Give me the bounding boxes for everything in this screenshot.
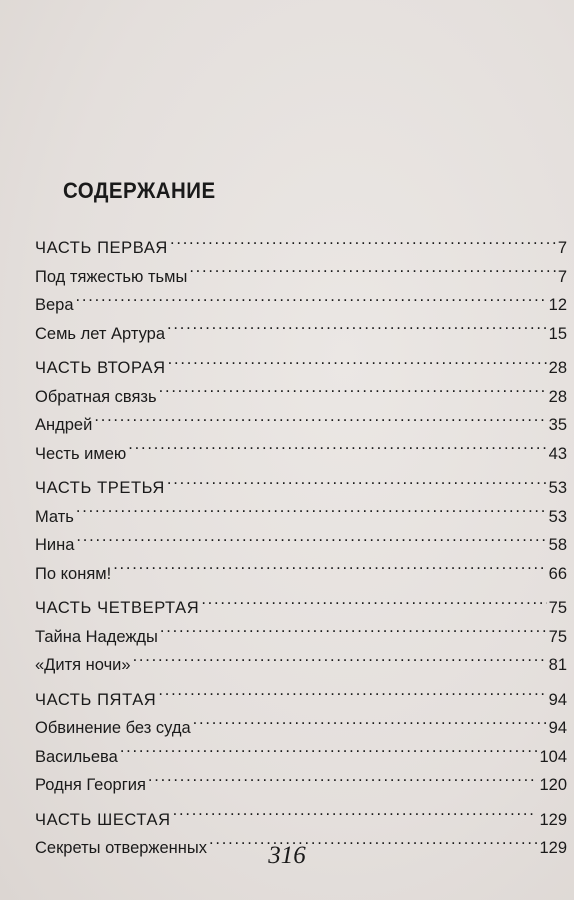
chapter-title: Нина [35, 536, 75, 554]
chapter-title: Андрей [35, 416, 93, 434]
toc-part-entry [35, 806, 567, 835]
dot-leader [167, 322, 547, 339]
toc-chapter-entry [35, 743, 567, 772]
chapter-title: Вера [35, 296, 74, 314]
chapter-title: Родня Георгия [35, 776, 146, 794]
chapter-title: Секреты отверженных [35, 839, 207, 857]
toc-chapter-entry [35, 503, 567, 532]
dot-leader [128, 442, 546, 459]
dot-leader [76, 505, 547, 522]
toc-chapter-entry [35, 771, 567, 800]
part-title: ЧАСТЬ ПЕРВАЯ [35, 239, 168, 257]
part-title: ЧАСТЬ ШЕСТАЯ [35, 810, 171, 829]
part-title: ЧАСТЬ ЧЕТВЕРТАЯ [35, 599, 200, 617]
chapter-title: Честь имею [35, 444, 127, 463]
entry-page-number: 12 [548, 296, 567, 314]
table-of-contents [35, 234, 567, 869]
dot-leader [133, 654, 547, 671]
chapter-title: По коням! [35, 564, 112, 583]
dot-leader [189, 265, 556, 282]
chapter-title: Васильева [35, 747, 118, 766]
dot-leader [76, 534, 546, 551]
chapter-title: Под тяжестью тьмы [35, 267, 188, 286]
toc-part-entry [35, 474, 567, 503]
toc-section [35, 474, 567, 588]
dot-leader [160, 625, 547, 642]
chapter-title: Обратная связь [35, 387, 157, 406]
part-title: ЧАСТЬ ПЯТАЯ [35, 690, 157, 709]
chapter-title: «Дитя ночи» [35, 656, 131, 674]
entry-page-number: 75 [548, 627, 567, 646]
entry-page-number: 7 [557, 267, 567, 286]
dot-leader [167, 477, 547, 494]
part-title: ЧАСТЬ ТРЕТЬЯ [35, 479, 165, 497]
toc-chapter-entry [35, 440, 567, 469]
chapter-title: Тайна Надежды [35, 627, 158, 646]
toc-chapter-entry [35, 531, 567, 560]
entry-page-number: 15 [548, 324, 567, 343]
toc-chapter-entry [35, 411, 567, 440]
toc-heading: СОДЕРЖАНИЕ [63, 178, 216, 203]
toc-chapter-entry [35, 291, 567, 320]
toc-part-entry [35, 686, 567, 715]
dot-leader [158, 688, 546, 705]
entry-page-number: 94 [548, 719, 567, 737]
entry-page-number: 7 [557, 239, 567, 257]
entry-page-number: 43 [548, 444, 567, 463]
dot-leader [148, 774, 538, 791]
toc-chapter-entry [35, 714, 567, 743]
entry-page-number: 75 [548, 599, 567, 617]
entry-page-number: 35 [548, 416, 567, 434]
entry-page-number: 104 [539, 747, 567, 766]
dot-leader [159, 385, 547, 402]
part-title: ЧАСТЬ ВТОРАЯ [35, 359, 166, 377]
entry-page-number: 28 [548, 387, 567, 406]
toc-part-entry [35, 594, 567, 623]
entry-page-number: 66 [548, 564, 567, 583]
dot-leader [201, 597, 546, 614]
dot-leader [168, 357, 547, 374]
toc-section [35, 234, 567, 348]
dot-leader [76, 294, 547, 311]
entry-page-number: 94 [548, 690, 567, 709]
page-number: 316 [268, 842, 306, 869]
chapter-title: Обвинение без суда [35, 719, 191, 737]
entry-page-number: 81 [548, 656, 567, 674]
toc-chapter-entry [35, 623, 567, 652]
dot-leader [94, 414, 546, 431]
chapter-title: Семь лет Артура [35, 324, 165, 343]
dot-leader [170, 237, 556, 254]
dot-leader [120, 745, 538, 762]
dot-leader [113, 562, 546, 579]
entry-page-number: 129 [539, 839, 567, 857]
toc-chapter-entry [35, 383, 567, 412]
entry-page-number: 129 [539, 810, 567, 829]
toc-part-entry [35, 234, 567, 263]
entry-page-number: 53 [548, 479, 567, 497]
toc-section [35, 354, 567, 468]
entry-page-number: 53 [548, 507, 567, 526]
entry-page-number: 120 [539, 776, 567, 794]
toc-part-entry [35, 354, 567, 383]
toc-section [35, 686, 567, 800]
entry-page-number: 58 [548, 536, 567, 554]
toc-chapter-entry [35, 651, 567, 680]
dot-leader [173, 808, 538, 825]
toc-section [35, 594, 567, 680]
toc-chapter-entry [35, 560, 567, 589]
toc-chapter-entry [35, 320, 567, 349]
entry-page-number: 28 [548, 359, 567, 377]
chapter-title: Мать [35, 507, 74, 526]
dot-leader [193, 717, 547, 734]
toc-chapter-entry [35, 263, 567, 292]
